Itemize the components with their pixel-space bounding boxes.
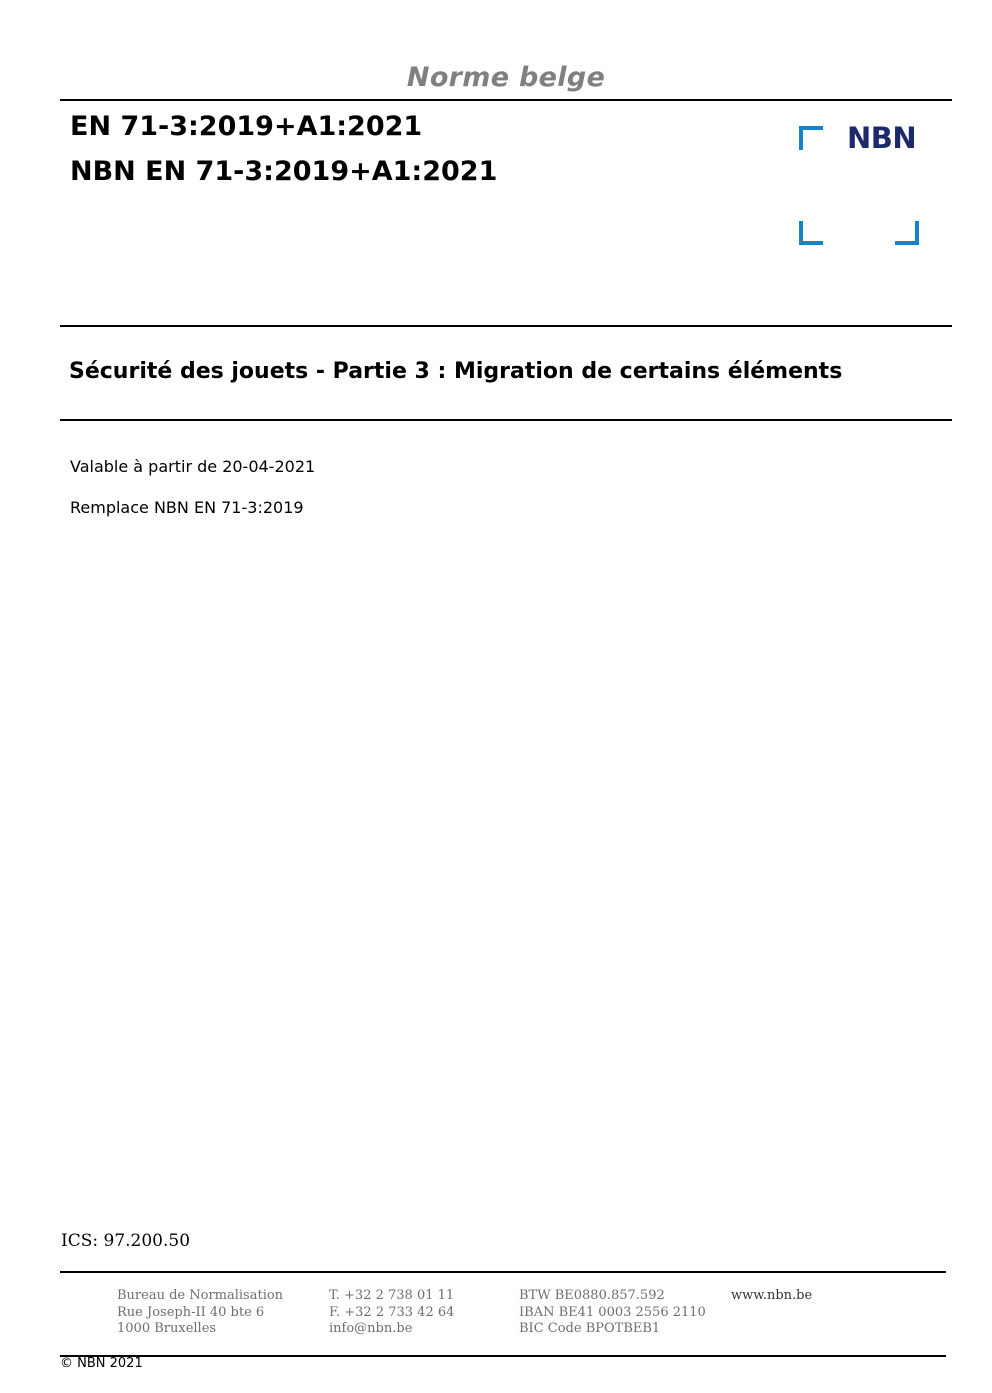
footer-address-line: 1000 Bruxelles — [117, 1321, 217, 1336]
footer-address — [117, 1288, 283, 1338]
logo-text: NBN — [847, 121, 917, 155]
footer-website-link[interactable]: www.nbn.be — [731, 1288, 813, 1303]
nbn-logo — [795, 122, 925, 250]
footer-contact — [329, 1288, 454, 1338]
standard-nbn-title: NBN EN 71-3:2019+A1:2021 — [70, 156, 498, 187]
footer-address-line: Rue Joseph-II 40 bte 6 — [117, 1304, 265, 1320]
footer-iban: IBAN BE41 0003 2556 2110 — [519, 1304, 706, 1320]
footer-bank — [519, 1288, 706, 1338]
footer-fax: F. +32 2 733 42 64 — [329, 1304, 455, 1320]
divider — [60, 419, 952, 421]
footer-bic: BIC Code BPOTBEB1 — [519, 1321, 661, 1336]
divider — [60, 99, 952, 101]
divider — [60, 325, 952, 327]
footer-divider — [60, 1271, 946, 1273]
footer-divider — [60, 1355, 946, 1357]
logo-corner-top-left-icon — [799, 126, 823, 150]
standard-en-title: EN 71-3:2019+A1:2021 — [70, 111, 423, 142]
document-category: Norme belge — [406, 62, 606, 93]
validity-date: Valable à partir de 20-04-2021 — [70, 457, 316, 476]
logo-corner-bottom-left-icon — [799, 221, 823, 245]
logo-corner-bottom-right-icon — [895, 221, 919, 245]
footer-phone: T. +32 2 738 01 11 — [329, 1288, 455, 1303]
footer-email[interactable]: info@nbn.be — [329, 1321, 413, 1336]
footer-vat: BTW BE0880.857.592 — [519, 1288, 665, 1303]
document-subject: Sécurité des jouets - Partie 3 : Migration de certains éléments — [69, 359, 843, 384]
ics-code: ICS: 97.200.50 — [61, 1231, 191, 1251]
footer-address-line: Bureau de Normalisation — [117, 1288, 284, 1303]
copyright: © NBN 2021 — [60, 1356, 143, 1371]
replaces-standard: Remplace NBN EN 71-3:2019 — [70, 498, 304, 517]
